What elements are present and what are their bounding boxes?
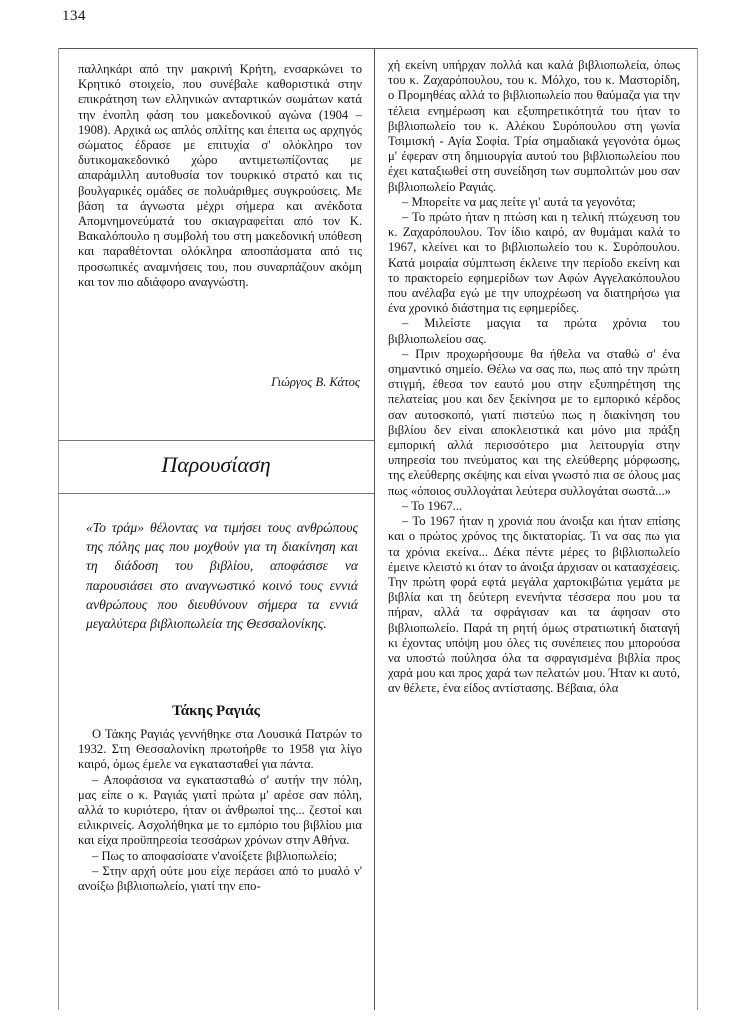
review-paragraph: παλληκάρι από την μακρινή Κρήτη, ενσαρκώνει το Κρητικό στοιχείο, που συνέβαλε καθοριστικά στην επικράτηση των ελληνικών ανταρτικών σωμάτων κατά την ένοπλη φάση του μακεδονικού αγώνα (1904 – 1908). Αρχικά ως απλός οπλίτης και έπειτα ως αρχηγός σώματος έδρασε με επιτυχία σ' ολόκληρο τον δυτικομακεδονικό χώρο αντιμετωπίζοντας με απαράμιλλη αυτοθυσία τον τουρκικό στρατό και τις βουλγαρικές ομάδες σε πολυάριθμες συγκρούσεις. Με βάση τα άγνωστα μέχρι σήμερα και ανέκδοτα Απομνημονεύματά του σκιαγραφείται από τον Κ. Βακαλόπουλο η συμβολή του στη μακεδονική υπόθεση και παραθέτονται ολόκληρα αποσπάσματα από τις προσωπικές αναμνήσεις του, που συναρπάζουν ακόμη και τον πιο αδιάφορο αναγνώστη. <box>78 62 362 289</box>
interview-paragraph: – Το 1967 ήταν η χρονιά που άνοιξα και ήταν επίσης και ο πρώτος χρόνος της δικτατορίας. Τι να σας πω για τα χρόνια εκείνα... Δέκα πέντε μέρες το βιβλιοπωλείο έμεινε κλειστό κι όταν το άνοιξα άρχισαν οι κατασχέσεις. Την πρώτη φορά εφτά μεγάλα χαρτοκιβώτια γεμάτα με βιβλία και τη δεύτερη ενενήντα τέσσερα που μου τα πήραν, αλλά τα σφράγισαν και τα άφησαν στο βιβλιοπωλείο. Παρά τη ρητή όμως στρατιωτική διαταγή κι έχοντας υπόψη μου όλες τις συνέπειες που μπορούσα να υποστώ πούλησα όλα τα σφραγισμένα βιβλία προς χαρά μου και προς χαρά των πελατών μου. Ήταν κι αυτό, αν θέλετε, ένα είδος αντίστασης. Βέβαια, όλα <box>388 514 680 696</box>
intro-paragraph: «Το τράμ» θέλοντας να τιμήσει τους ανθρώπους της πόλης μας που μοχθούν για τη διακίνηση και τη διάδοση του βιβλίου, αποφάσισε να παρουσιάσει στο αναγνωστικό κοινό τους εννιά ανθρώπους που διευθύνουν σήμερα τα εννιά μεγαλύτερα βιβλιοπωλεία της Θεσσαλονίκης. <box>86 520 358 632</box>
section-bottom-rule <box>58 493 374 494</box>
frame-top-rule <box>58 48 698 49</box>
frame-left-rule <box>58 48 59 1010</box>
review-text-block <box>78 62 362 290</box>
section-title: Παρουσίαση <box>161 452 271 477</box>
interview-paragraph: – Αποφάσισα να εγκατασταθώ σ' αυτήν την πόλη, μας είπε ο κ. Ραγιάς γιατί πρώτα μ' αρέσε σαν πόλη, αλλά το κυριότερο, ήταν οι άνθρωποί της... ζεστοί και ειλικρινείς. Ασχολήθηκα με το εμπόριο του βιβλίου μια και είχα προϋπηρεσία τεσσάρων χρόνων στην Αθήνα. <box>78 772 362 848</box>
interview-paragraph: – Το πρώτο ήταν η πτώση και η τελική πτώχευση του κ. Ζαχαρόπουλου. Τον ίδιο καιρό, αν θυμάμαι καλά το 1967, κλείνει και το βιβλιοπωλείο του κ. Συρόπουλου. Κατά μοιραία σύμπτωση έκλεινε την περίοδο εκείνη και το πρακτορείο εφημερίδων των Αφών Αγγελακόπουλου που ανέλαβα εγώ με την υποχρέωση να διατηρήσω για ένα χρονικό διάστημα τις εφημερίδες. <box>388 210 680 316</box>
interview-paragraph: – Στην αρχή ούτε μου είχε περάσει από το μυαλό ν' ανοίξω βιβλιοπωλείο, γιατί την επο- <box>78 863 362 894</box>
author-signature: Γιώργος Β. Κάτος <box>271 375 360 389</box>
interview-right-column <box>388 58 680 697</box>
section-top-rule <box>58 440 374 441</box>
profile-heading: Τάκης Ραγιάς <box>172 703 260 719</box>
interview-paragraph: χή εκείνη υπήρχαν πολλά και καλά βιβλιοπωλεία, όπως του κ. Ζαχαρόπουλου, του κ. Μόλχο, του κ. Μαστορίδη, ο Προμηθέας αλλά το βιβλιοπωλείο που θαύμαζα για την τέλεια ενημέρωση και εξυπηρετικότητά του ήταν το βιβλιοπωλείο του κ. Αλέκου Συρόπουλου στη γωνία Τσιμισκή - Αγία Σοφία. Τρία σημαδιακά γεγονότα όμως μ' έφεραν στη δημιουργία αυτού του βιβλιοπωλείου που έχει καταξιωθεί στη συνείδηση των συμπολιτών μου σαν βιβλιοπωλείο Ραγιάς. <box>388 58 680 194</box>
interview-paragraph: – Μπορείτε να μας πείτε γι' αυτά τα γεγονότα; <box>402 194 636 209</box>
interview-paragraph: – Το 1967... <box>402 498 463 513</box>
frame-right-rule <box>697 48 698 1010</box>
interview-paragraph: Ο Τάκης Ραγιάς γεννήθηκε στα Λουσικά Πατρών το 1932. Στη Θεσσαλονίκη πρωτοήρθε το 1958 για λίγο καιρό, όμως έμελε να εγκατασταθεί για πάντα. <box>78 727 362 772</box>
interview-paragraph: – Πως το αποφασίσατε ν'ανοίξετε βιβλιοπωλείο; <box>92 848 338 863</box>
interview-paragraph: – Πριν προχωρήσουμε θα ήθελα να σταθώ σ' ένα σημαντικό σημείο. Θέλω να σας πω, πως από την πρώτη στιγμή, έθεσα τον εαυτό μου στην εξυπηρέτηση της πελατείας μου και δεν ξεκίνησα με το εμπορικό κέρδος σαν αυτοσκοπό, γιατί πιστεύω πως η διακίνηση του βιβλίου δεν είναι αποκλειστικά και μόνο μια πράξη εμπορική αλλά περισσότερο μια λειτουργία στην υπηρεσία του πνεύματος και της ελεύθερης μόρφωσης, της ελεύθερης σκέψης και είναι γνωστό πια σε όλους μας πως «όποιος συλλογάται λεύτερα συλλογάται σωστά...» <box>388 346 680 498</box>
interview-left-column <box>78 727 362 894</box>
page-number: 134 <box>62 8 86 24</box>
interview-paragraph: – Μιλείστε μαςγια τα πρώτα χρόνια του βιβλιοπωλείου σας. <box>388 316 680 346</box>
column-divider <box>374 48 375 1010</box>
